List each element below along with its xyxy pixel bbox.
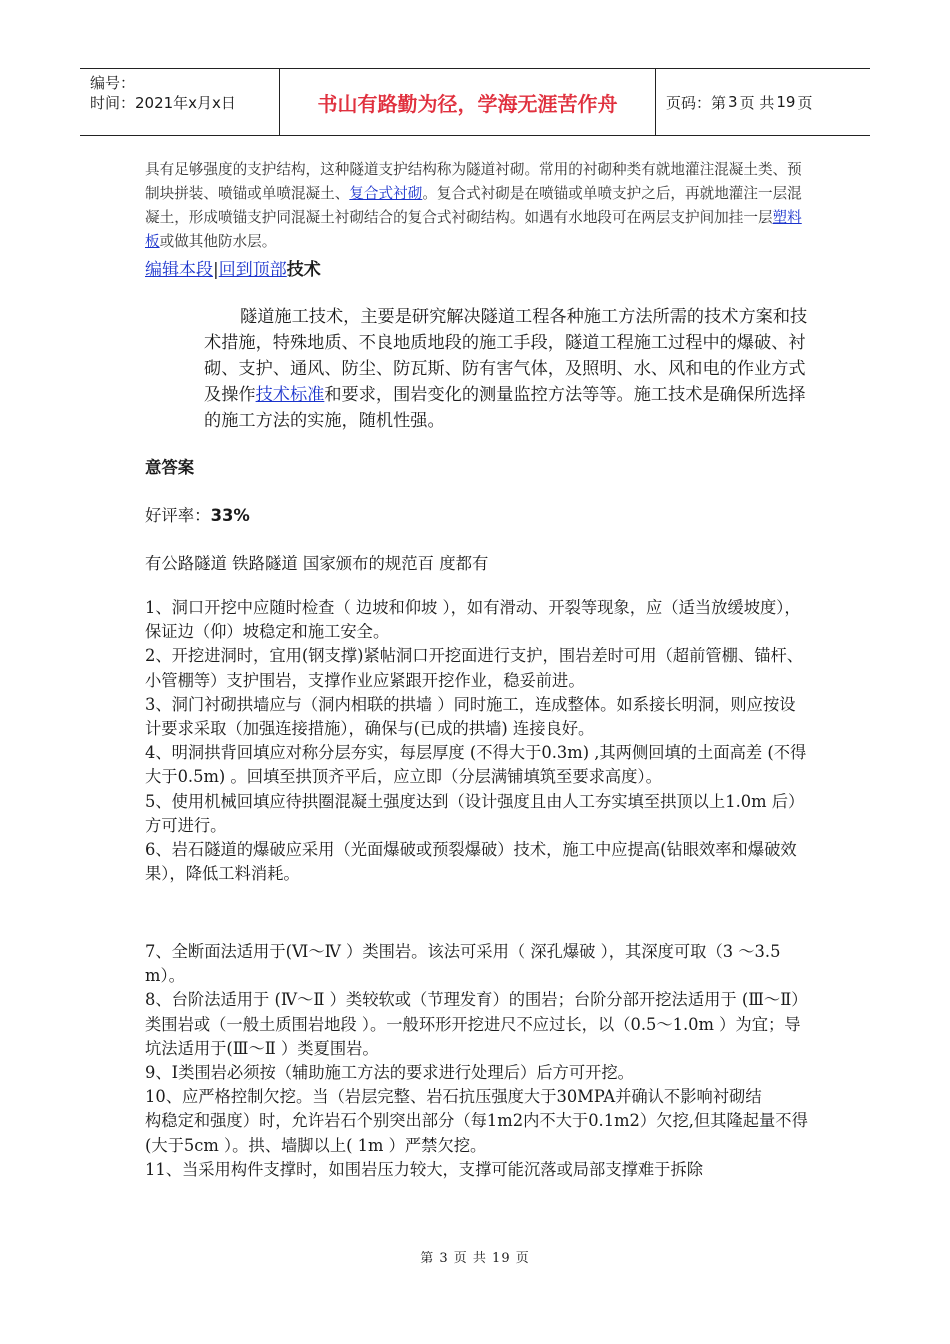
list-item: 构稳定和强度）时，允许岩石个别突出部分（每1m2内不大于0.1m2）欠挖,但其隆起量不得(大于5cm ）。拱、墙脚以上( 1m ）严禁欠挖。	[145, 1111, 808, 1155]
intro-paragraph	[145, 158, 810, 254]
page-mid-label: 页 共	[739, 93, 775, 112]
page-total: 19	[776, 93, 796, 111]
page-header	[80, 68, 870, 136]
list-item: 10、应严格控制欠挖。当（岩层完整、岩石抗压强度大于30MPA并确认不影响衬砌结	[145, 1087, 762, 1107]
number-label: 编号：	[90, 74, 136, 92]
header-page-info	[656, 69, 870, 135]
rating-value: 33%	[210, 506, 250, 525]
list-item: 4、明洞拱背回填应对称分层夯实，每层厚度 (不得大于0.3m) ,其两侧回填的土面高差 (不得大于0.5m) 。回填至拱顶齐平后，应立即（分层满铺填筑至要求高度）。	[145, 743, 807, 787]
tech-quote-paragraph	[204, 304, 810, 434]
rating-line	[145, 502, 250, 526]
page-number: 3	[728, 93, 738, 111]
header-motto: 书山有路勤为径，学海无涯苦作舟	[280, 69, 656, 135]
plastic-board-link[interactable]: 塑料板	[145, 209, 802, 250]
section-heading-tech: 技术	[286, 260, 321, 280]
answer-list-b	[145, 940, 810, 1182]
back-to-top-link[interactable]: 回到顶部	[218, 260, 287, 280]
list-item: 7、全断面法适用于(Ⅵ～Ⅳ ）类围岩。该法可采用（ 深孔爆破 ），其深度可取（3 ～3.5m）。	[145, 942, 781, 986]
list-item: 11、当采用构件支撑时，如围岩压力较大，支撑可能沉落或局部支撑难于拆除	[145, 1159, 704, 1179]
intro-text-1: 具有足够强度的支护结构，这种隧道支护结构称为隧道衬砌。常用的衬砌种类有就地灌注混凝土类、预制块拼装、喷锚或单喷混凝土、	[145, 161, 802, 202]
composite-lining-link[interactable]: 复合式衬砌	[349, 185, 423, 202]
list-item: 2、开挖进洞时，宜用(钢支撑)紧帖洞口开挖面进行支护，围岩差时可用（超前管棚、锚杆、小管棚等）支护围岩，支撑作业应紧跟开挖作业，稳妥前进。	[145, 646, 804, 690]
list-item: 6、岩石隧道的爆破应采用（光面爆破或预裂爆破）技术，施工中应提高(钻眼效率和爆破效果），降低工料消耗。	[145, 840, 797, 884]
quote-text-1: 隧道施工技术，主要是研究解决隧道工程各种施工方法所需的技术方案和技术措施，特殊地质、不良地质地段的施工手段，隧道工程施工过程中的爆破、衬砌、支护、通风、防尘、防瓦斯、防有害气体，及照明、水、风和电的作业方式及操作	[204, 307, 808, 405]
quote-text-2: 和要求，围岩变化的测量监控方法等等。施工技术是确保所选择的施工方法的实施，随机性强。	[204, 385, 806, 431]
nav-separator: |	[213, 260, 219, 280]
intro-text-2: 。复合式衬砌是在喷锚或单喷支护之后，再就地灌注一层混凝土，形成喷锚支护同混凝土衬砌结合的复合式衬砌结构。如遇有水地段可在两层支护间加挂一层	[145, 185, 802, 226]
answer-list-a	[145, 596, 810, 886]
rating-label: 好评率：	[145, 506, 211, 525]
summary-line: 有公路隧道 铁路隧道 国家颁布的规范百 度都有	[145, 554, 489, 573]
intro-text-3: 或做其他防水层。	[159, 233, 277, 250]
list-item: 8、台阶法适用于 (Ⅳ～Ⅱ ）类较软或（节理发育）的围岩；台阶分部开挖法适用于 (Ⅲ～Ⅱ）类围岩或（一般土质围岩地段 ）。一般环形开挖进尺不应过长，以（0.5～1.0m ）为宜；导坑法适用于(Ⅲ～Ⅱ ）类夏围岩。	[145, 990, 808, 1058]
page-end-label: 页	[797, 93, 813, 112]
time-label: 时间：2021年x月x日	[90, 94, 236, 112]
edit-section-link[interactable]: 编辑本段	[145, 260, 213, 280]
list-item: 9、Ⅰ类围岩必须按（辅助施工方法的要求进行处理后）后方可开挖。	[145, 1063, 634, 1083]
list-item: 3、洞门衬砌拱墙应与（洞内相联的拱墙 ）同时施工，连成整体。如系接长明洞，则应按设计要求采取（加强连接措施），确保与(已成的拱墙) 连接良好。	[145, 694, 796, 739]
page-footer: 第 3 页 共 19 页	[420, 1251, 530, 1266]
list-item: 1、洞口开挖中应随时检查（ 边坡和仰坡 ），如有滑动、开裂等现象，应（适当放缓坡度），保证边（仰）坡稳定和施工安全。	[145, 598, 801, 642]
list-item: 5、使用机械回填应待拱圈混凝土强度达到（设计强度且由人工夯实填至拱顶以上1.0m 后）方可进行。	[145, 791, 805, 835]
header-meta	[80, 69, 280, 135]
answer-title: 意答案	[145, 458, 195, 477]
page-label: 页码：第	[666, 93, 727, 112]
tech-standard-link[interactable]: 技术标准	[255, 385, 325, 405]
section-nav	[145, 258, 321, 282]
